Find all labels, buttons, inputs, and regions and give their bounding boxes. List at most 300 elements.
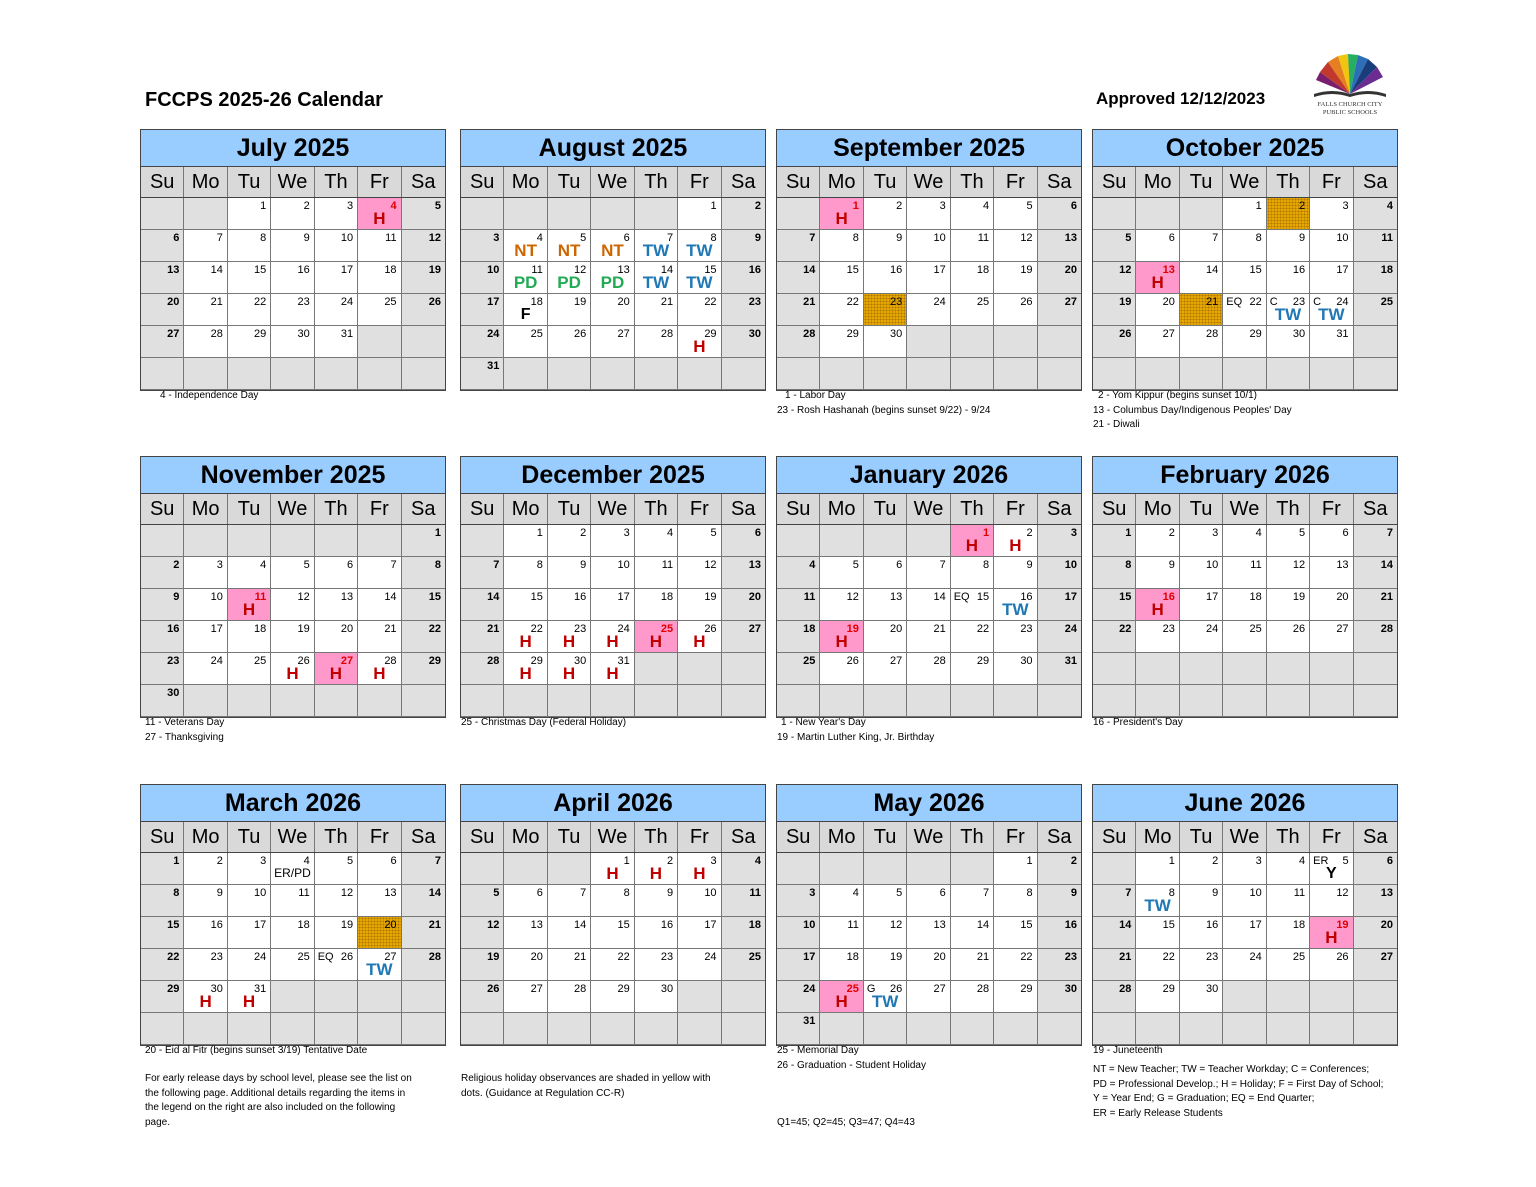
day-number: 26 [704,623,717,635]
day-number: 22 [1020,951,1033,963]
day-cell [1267,326,1310,358]
day-cell [1354,885,1397,917]
day-cell [1180,230,1223,262]
day-cell [504,262,547,294]
day-cell [678,917,721,949]
day-cell [315,198,358,230]
day-number: 6 [1342,527,1349,539]
day-cell [777,230,820,262]
day-number: 14 [384,591,397,603]
day-cell [678,262,721,294]
weekday-label: Tu [1180,822,1223,852]
day-cell [1136,981,1179,1013]
day-number: 22 [167,951,180,963]
day-number: 16 [210,919,223,931]
day-number: 26 [574,328,587,340]
day-cell [722,262,765,294]
day-number: 11 [803,591,816,603]
day-number: 8 [710,232,717,244]
day-number: 24 [340,296,354,308]
day-cell [315,230,358,262]
empty-cell [1038,1013,1081,1045]
empty-cell [951,853,994,885]
weekday-label: We [907,167,950,197]
day-number: 5 [896,887,903,899]
day-cell [228,262,271,294]
weekday-label: Sa [411,171,436,193]
weekday-label: Th [1267,167,1310,197]
weekday-label: Su [1093,822,1136,852]
empty-cell [461,525,504,557]
day-number: 13 [530,919,543,931]
day-number: 4 [1386,200,1393,212]
day-cell [1310,326,1353,358]
day-cell [1136,326,1179,358]
day-number: 30 [660,983,674,995]
day-cell [678,198,721,230]
day-cell [994,230,1037,262]
day-cell [1180,949,1223,981]
day-number: 12 [846,591,859,603]
weekday-label: Su [777,822,820,852]
day-number: 18 [1249,591,1262,603]
day-number: 19 [428,264,441,276]
day-number: 8 [983,559,990,571]
day-number: 22 [1162,951,1175,963]
day-number: 20 [530,951,543,963]
weekday-label: Mo [184,167,227,197]
holiday-note: 23 - Rosh Hashanah (begins sunset 9/22) - 9/24 [777,404,991,416]
day-number: 6 [173,232,180,244]
day-number: 13 [1380,887,1393,899]
day-cell [591,230,634,262]
day-number: 29 [846,328,859,340]
empty-cell [951,1013,994,1045]
day-number: 10 [210,591,223,603]
empty-cell [461,1013,504,1045]
day-cell [864,589,907,621]
day-cell [548,326,591,358]
day-cell [402,262,445,294]
day-cell [184,653,227,685]
day-cell [678,557,721,589]
empty-cell [315,358,358,390]
day-cell [358,557,401,589]
day-number: 30 [167,687,180,699]
day-cell [591,653,634,685]
day-cell [1038,949,1081,981]
day-number: 20 [890,623,903,635]
day-cell [271,294,314,326]
weekday-label: Th [315,167,358,197]
day-number: 19 [1336,919,1349,931]
day-cell [548,230,591,262]
day-cell [951,949,994,981]
weekday-label: Tu [548,167,591,197]
weekday-label: Sa [1363,171,1388,193]
day-cell [358,230,401,262]
day-cell [141,853,184,885]
day-cell [951,525,994,557]
day-number: 17 [1249,919,1262,931]
empty-cell [1136,653,1179,685]
day-number: 14 [933,591,946,603]
day-code: H [329,664,343,683]
day-cell [1136,557,1179,589]
day-cell [504,326,547,358]
day-number: 6 [390,855,397,867]
empty-cell [777,198,820,230]
day-prefix: C [1269,296,1278,308]
day-number: 8 [852,232,859,244]
day-code: H [1151,600,1164,619]
day-number: 2 [580,527,587,539]
holiday-note: 4 - Independence Day [160,390,259,401]
day-number: 18 [1292,919,1306,931]
day-cell [1310,294,1353,326]
day-cell [1180,294,1223,326]
day-number: 7 [1386,527,1393,539]
day-cell [722,949,765,981]
day-number: 23 [748,296,761,308]
early-release-line: page. [145,1116,171,1128]
day-number: 26 [340,951,354,963]
day-number: 1 [1168,855,1175,867]
day-cell [820,589,863,621]
weekday-label: Sa [1047,171,1072,193]
empty-cell [184,1013,227,1045]
day-code: H [606,864,619,883]
day-number: 31 [617,655,630,667]
weekday-label: Mo [504,822,547,852]
day-number: 12 [574,264,587,276]
day-number: 2 [303,200,310,212]
empty-cell [1223,1013,1266,1045]
day-number: 7 [493,559,500,571]
day-cell [1038,653,1081,685]
legend-line: ER = Early Release Students [1093,1107,1223,1119]
weekday-label: Fr [678,167,721,197]
day-number: 5 [852,559,859,571]
day-number: 23 [167,655,180,667]
day-cell [184,885,227,917]
day-number: 22 [254,296,267,308]
day-cell [504,917,547,949]
day-cell [1093,917,1136,949]
weekday-label: Th [635,494,678,524]
day-number: 14 [210,264,223,276]
weekday-header [141,494,445,525]
day-cell [1267,853,1310,885]
day-number: 18 [803,623,816,635]
day-cell [907,949,950,981]
weekday-label: Th [1267,494,1310,524]
weekday-label: We [907,822,950,852]
day-number: 23 [1292,296,1306,308]
day-cell [402,917,445,949]
day-number: 6 [1168,232,1175,244]
day-number: 21 [933,623,946,635]
day-number: 10 [617,559,630,571]
month-title: April 2026 [461,785,765,822]
day-cell [722,198,765,230]
day-cell [591,525,634,557]
day-number: 16 [574,591,587,603]
day-number: 7 [580,887,587,899]
day-cell [271,262,314,294]
day-cell [951,589,994,621]
day-number: 5 [1026,200,1033,212]
empty-cell [461,685,504,717]
day-number: 8 [623,887,630,899]
day-cell [1038,557,1081,589]
day-cell [591,917,634,949]
day-cell [1093,262,1136,294]
day-cell [994,621,1037,653]
day-number: 11 [1381,232,1393,244]
day-cell [228,981,271,1013]
day-number: 14 [1119,919,1132,931]
day-number: 26 [846,655,859,667]
day-cell [820,230,863,262]
day-cell [1093,981,1136,1013]
day-cell [315,853,358,885]
day-number: 22 [1249,296,1262,308]
day-number: 11 [254,591,267,603]
empty-cell [271,685,314,717]
day-number: 17 [210,623,223,635]
approved-date: Approved 12/12/2023 [1096,89,1266,108]
day-cell [678,326,721,358]
day-code: H [835,209,848,228]
weekday-label: Sa [1047,498,1072,520]
day-cell [271,621,314,653]
empty-cell [141,358,184,390]
day-cell [678,230,721,262]
day-cell [504,230,547,262]
day-cell [1180,557,1223,589]
month-title: October 2025 [1093,130,1397,167]
day-cell [228,621,271,653]
day-number: 1 [260,200,267,212]
day-number: 4 [809,559,816,571]
day-cell [907,262,950,294]
day-cell [1267,262,1310,294]
day-cell [994,917,1037,949]
day-cell [461,262,504,294]
day-cell [1267,885,1310,917]
empty-cell [1180,653,1223,685]
day-number: 12 [704,559,717,571]
day-number: 2 [173,559,180,571]
day-code: H [519,664,532,683]
month-calendar [140,784,446,1046]
day-cell [271,557,314,589]
empty-cell [994,358,1037,390]
day-cell [1354,230,1397,262]
day-number: 1 [173,855,180,867]
day-number: 2 [754,200,761,212]
day-cell [1093,294,1136,326]
day-cell [635,853,678,885]
day-number: 15 [1020,919,1033,931]
day-number: 5 [493,887,500,899]
day-cell [1354,198,1397,230]
empty-cell [1310,653,1353,685]
day-number: 3 [216,559,223,571]
day-cell [678,621,721,653]
day-cell [1093,525,1136,557]
day-number: 26 [1292,623,1306,635]
day-cell [1038,853,1081,885]
day-number: 17 [340,264,354,276]
day-cell [994,589,1037,621]
day-number: 19 [846,623,859,635]
empty-cell [591,358,634,390]
weekday-label: Sa [1363,826,1388,848]
weekday-label: Su [461,822,504,852]
day-number: 23 [660,951,674,963]
day-code: H [835,992,848,1011]
day-cell [591,557,634,589]
day-code: NT [557,241,581,260]
weekday-label: Th [951,494,994,524]
day-cell [591,326,634,358]
day-number: 26 [428,296,441,308]
day-cell [635,949,678,981]
day-number: 27 [1336,623,1349,635]
holiday-note: 1 - Labor Day [785,390,846,401]
day-cell [1093,326,1136,358]
weekday-label: We [591,167,634,197]
day-number: 7 [667,232,674,244]
month-days [461,853,765,1045]
day-number: 31 [340,328,354,340]
day-number: 18 [530,296,543,308]
day-code: NT [601,241,624,260]
day-number: 16 [1064,919,1077,931]
day-number: 17 [254,919,267,931]
day-code: TW [686,273,713,292]
day-cell [1180,853,1223,885]
day-cell [1180,589,1223,621]
empty-cell [402,358,445,390]
empty-cell [315,1013,358,1045]
day-cell [1093,885,1136,917]
empty-cell [271,981,314,1013]
day-cell [358,885,401,917]
day-cell [907,653,950,685]
empty-cell [678,685,721,717]
day-cell [228,198,271,230]
day-number: 7 [390,559,397,571]
day-cell [907,589,950,621]
day-number: 8 [1125,559,1132,571]
day-cell [1310,262,1353,294]
day-cell [358,262,401,294]
day-number: 24 [1249,951,1262,963]
day-code: H [519,632,532,651]
day-cell [1223,230,1266,262]
day-number: 9 [667,887,674,899]
month-days [777,198,1081,390]
empty-cell [1180,685,1223,717]
day-number: 20 [933,951,946,963]
day-cell [548,589,591,621]
weekday-label: Th [1267,822,1310,852]
day-number: 28 [1119,983,1132,995]
day-cell [141,230,184,262]
day-number: 8 [260,232,267,244]
weekday-label: Mo [504,167,547,197]
day-cell [358,198,401,230]
day-number: 7 [983,887,990,899]
day-cell [461,949,504,981]
empty-cell [907,853,950,885]
day-cell [1267,621,1310,653]
day-cell [994,885,1037,917]
day-cell [141,589,184,621]
day-number: 4 [260,559,267,571]
day-cell [1038,262,1081,294]
day-cell [271,853,314,885]
day-number: 13 [1064,232,1077,244]
day-number: 13 [933,919,946,931]
day-number: 22 [617,951,630,963]
day-cell [315,589,358,621]
day-cell [951,294,994,326]
holiday-note: 25 - Christmas Day (Federal Holiday) [461,717,627,728]
day-number: 25 [254,655,267,667]
weekday-label: Tu [228,167,271,197]
day-number: 16 [1162,591,1175,603]
day-number: 9 [1070,887,1077,899]
empty-cell [907,358,950,390]
day-number: 16 [167,623,180,635]
day-cell [678,589,721,621]
day-number: 10 [1336,232,1349,244]
day-cell [1267,294,1310,326]
month-notes [145,716,224,745]
day-number: 15 [1249,264,1262,276]
holiday-note: 1 - New Year's Day [781,717,866,728]
page-title: FCCPS 2025-26 Calendar [145,89,383,111]
day-cell [864,949,907,981]
day-number: 6 [347,559,354,571]
day-cell [141,917,184,949]
empty-cell [635,198,678,230]
day-number: 27 [748,623,761,635]
day-number: 3 [809,887,816,899]
empty-cell [1093,685,1136,717]
day-cell [951,262,994,294]
day-number: 25 [976,296,990,308]
day-cell [315,557,358,589]
day-cell [504,294,547,326]
day-number: 12 [1020,232,1033,244]
month-calendar [776,784,1082,1046]
day-cell [141,685,184,717]
day-number: 21 [574,951,587,963]
day-number: 7 [1125,887,1132,899]
weekday-label: Su [1093,494,1136,524]
day-number: 19 [574,296,587,308]
empty-cell [141,198,184,230]
weekday-label: Su [777,167,820,197]
day-cell [1223,326,1266,358]
day-number: 16 [297,264,310,276]
weekday-header [1093,822,1397,853]
